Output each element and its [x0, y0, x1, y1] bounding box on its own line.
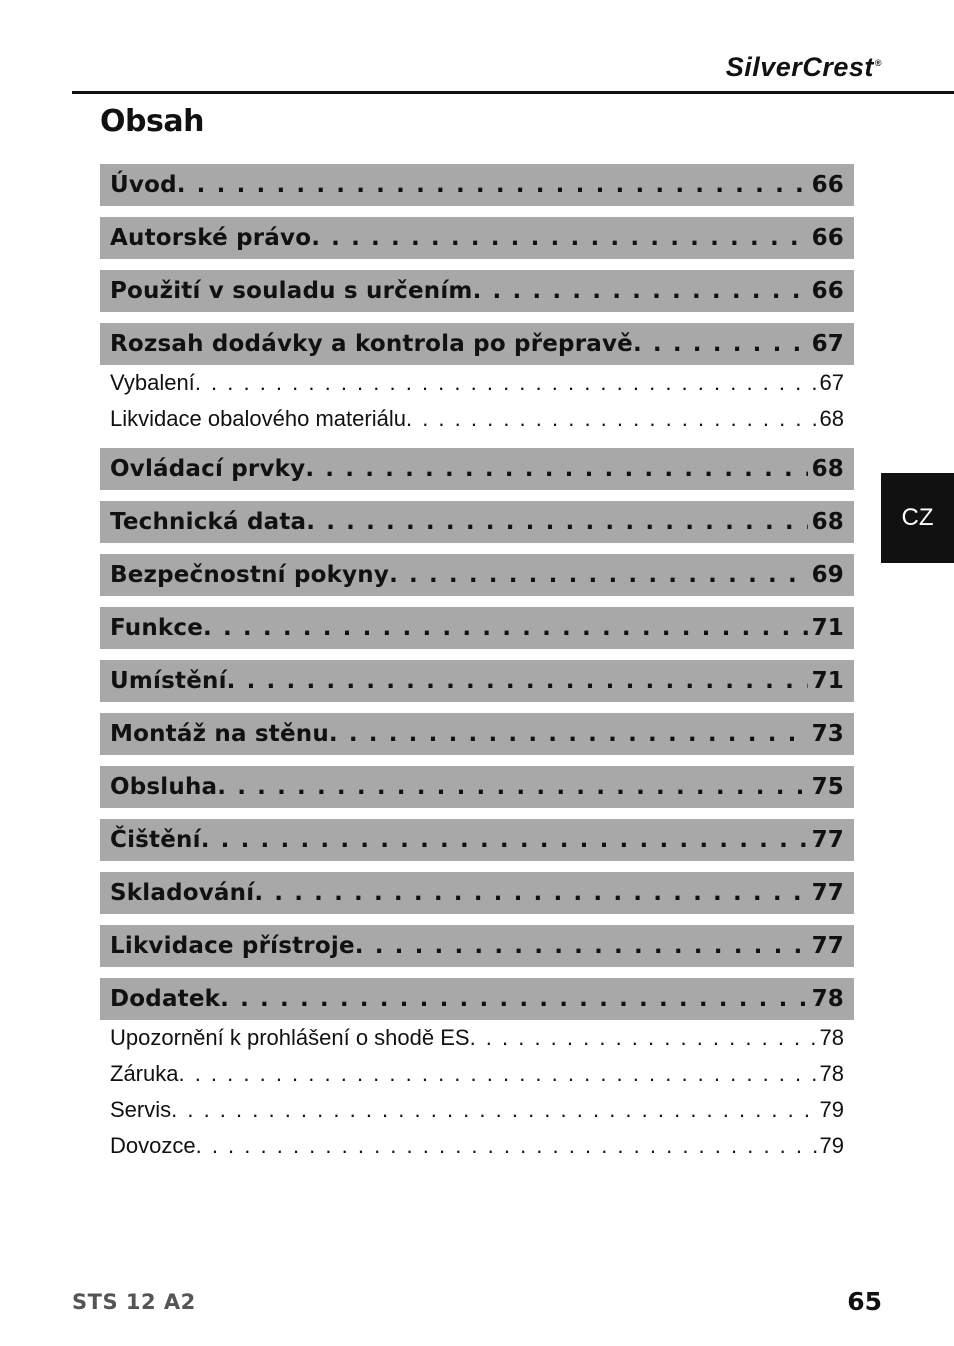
toc-page-number: 68	[811, 456, 844, 482]
toc-subsection-row[interactable]	[100, 1020, 854, 1056]
toc-dot-leader	[227, 660, 808, 702]
toc-dot-leader	[473, 270, 808, 312]
toc-dot-leader	[254, 872, 807, 914]
toc-dot-leader	[196, 1128, 818, 1164]
toc-entry-title: Čištění	[110, 827, 201, 853]
toc-section-row[interactable]	[100, 766, 854, 808]
toc-dot-leader	[195, 365, 818, 401]
footer-model: STS 12 A2	[72, 1290, 196, 1314]
header-rule	[72, 91, 954, 94]
toc-page-number: 79	[819, 1097, 844, 1122]
toc-page-number: 73	[811, 721, 844, 747]
toc-page-number: 68	[819, 406, 844, 431]
toc-dot-leader	[329, 713, 808, 755]
toc-entry-title: Likvidace obalového materiálu	[110, 406, 406, 431]
toc-page-number: 75	[811, 774, 844, 800]
toc-entry-title: Skladování	[110, 880, 255, 906]
brand-logo	[726, 52, 882, 83]
toc-dot-leader	[203, 607, 808, 649]
toc-entry-title: Úvod	[110, 172, 177, 198]
toc-entry-title: Umístění	[110, 668, 227, 694]
toc-section-row[interactable]	[100, 501, 854, 543]
toc-entry-title: Vybalení	[110, 370, 195, 395]
toc-section-row[interactable]	[100, 819, 854, 861]
toc-dot-leader	[217, 766, 807, 808]
toc-page-number: 66	[811, 225, 844, 251]
toc-entry-title: Servis	[110, 1097, 172, 1122]
toc-section-row[interactable]	[100, 270, 854, 312]
toc-page-number: 71	[811, 615, 844, 641]
toc-dot-leader	[305, 448, 807, 490]
toc-dot-leader	[178, 1056, 817, 1092]
toc-entry-title: Použití v souladu s určením	[110, 278, 473, 304]
toc-dot-leader	[311, 217, 807, 259]
toc-entry-title: Záruka	[110, 1061, 179, 1086]
toc-subsection-row[interactable]	[100, 401, 854, 437]
brand-name: SilverCrest	[725, 52, 874, 82]
toc-page-number: 68	[811, 509, 844, 535]
toc-page-number: 78	[819, 1061, 844, 1086]
toc-section-row[interactable]	[100, 323, 854, 365]
toc-dot-leader	[355, 925, 808, 967]
toc-section-row[interactable]	[100, 448, 854, 490]
toc-entry-title: Upozornění k prohlášení o shodě ES	[110, 1025, 470, 1050]
toc-section-row[interactable]	[100, 217, 854, 259]
toc-section-row[interactable]	[100, 554, 854, 596]
toc-page-number: 67	[819, 370, 844, 395]
footer-page-number: 65	[847, 1287, 882, 1316]
toc-dot-leader	[470, 1020, 818, 1056]
toc-entry-title: Technická data	[110, 509, 307, 535]
toc-entry-title: Likvidace přístroje	[110, 933, 355, 959]
toc-dot-leader	[633, 323, 808, 365]
toc-entry-title: Bezpečnostní pokyny	[110, 562, 390, 588]
language-tab: CZ	[881, 473, 954, 563]
toc-subsection-row[interactable]	[100, 1056, 854, 1092]
toc-section-row[interactable]	[100, 660, 854, 702]
toc-section-row[interactable]	[100, 164, 854, 206]
toc-page-number: 77	[811, 880, 844, 906]
toc-dot-leader	[220, 978, 807, 1020]
toc-dot-leader	[177, 164, 808, 206]
toc-page-number: 79	[819, 1133, 844, 1158]
toc-dot-leader	[201, 819, 808, 861]
toc-page-number: 69	[811, 562, 844, 588]
toc-dot-leader	[306, 501, 807, 543]
toc-entry-title: Dodatek	[110, 986, 221, 1012]
toc-section-row[interactable]	[100, 978, 854, 1020]
toc-page-number: 67	[811, 331, 844, 357]
toc-dot-leader	[171, 1092, 817, 1128]
toc-section-row[interactable]	[100, 713, 854, 755]
toc-page-number: 71	[811, 668, 844, 694]
table-of-contents	[100, 164, 854, 1164]
toc-entry-title: Montáž na stěnu	[110, 721, 329, 747]
toc-section-row[interactable]	[100, 925, 854, 967]
toc-entry-title: Funkce	[110, 615, 204, 641]
toc-entry-title: Obsluha	[110, 774, 218, 800]
page-title: Obsah	[100, 104, 204, 139]
toc-page-number: 78	[819, 1025, 844, 1050]
toc-page-number: 78	[811, 986, 844, 1012]
toc-section-row[interactable]	[100, 607, 854, 649]
toc-entry-title: Dovozce	[110, 1133, 196, 1158]
toc-entry-title: Autorské právo	[110, 225, 312, 251]
toc-page-number: 77	[811, 827, 844, 853]
toc-subsection-row[interactable]	[100, 1092, 854, 1128]
toc-subsection-row[interactable]	[100, 365, 854, 401]
toc-entry-title: Ovládací prvky	[110, 456, 306, 482]
toc-page-number: 66	[811, 278, 844, 304]
registered-mark: ®	[874, 58, 882, 68]
toc-subsection-row[interactable]	[100, 1128, 854, 1164]
toc-section-row[interactable]	[100, 872, 854, 914]
toc-page-number: 77	[811, 933, 844, 959]
toc-entry-title: Rozsah dodávky a kontrola po přepravě	[110, 331, 633, 357]
toc-dot-leader	[406, 401, 818, 437]
toc-dot-leader	[389, 554, 808, 596]
toc-page-number: 66	[811, 172, 844, 198]
